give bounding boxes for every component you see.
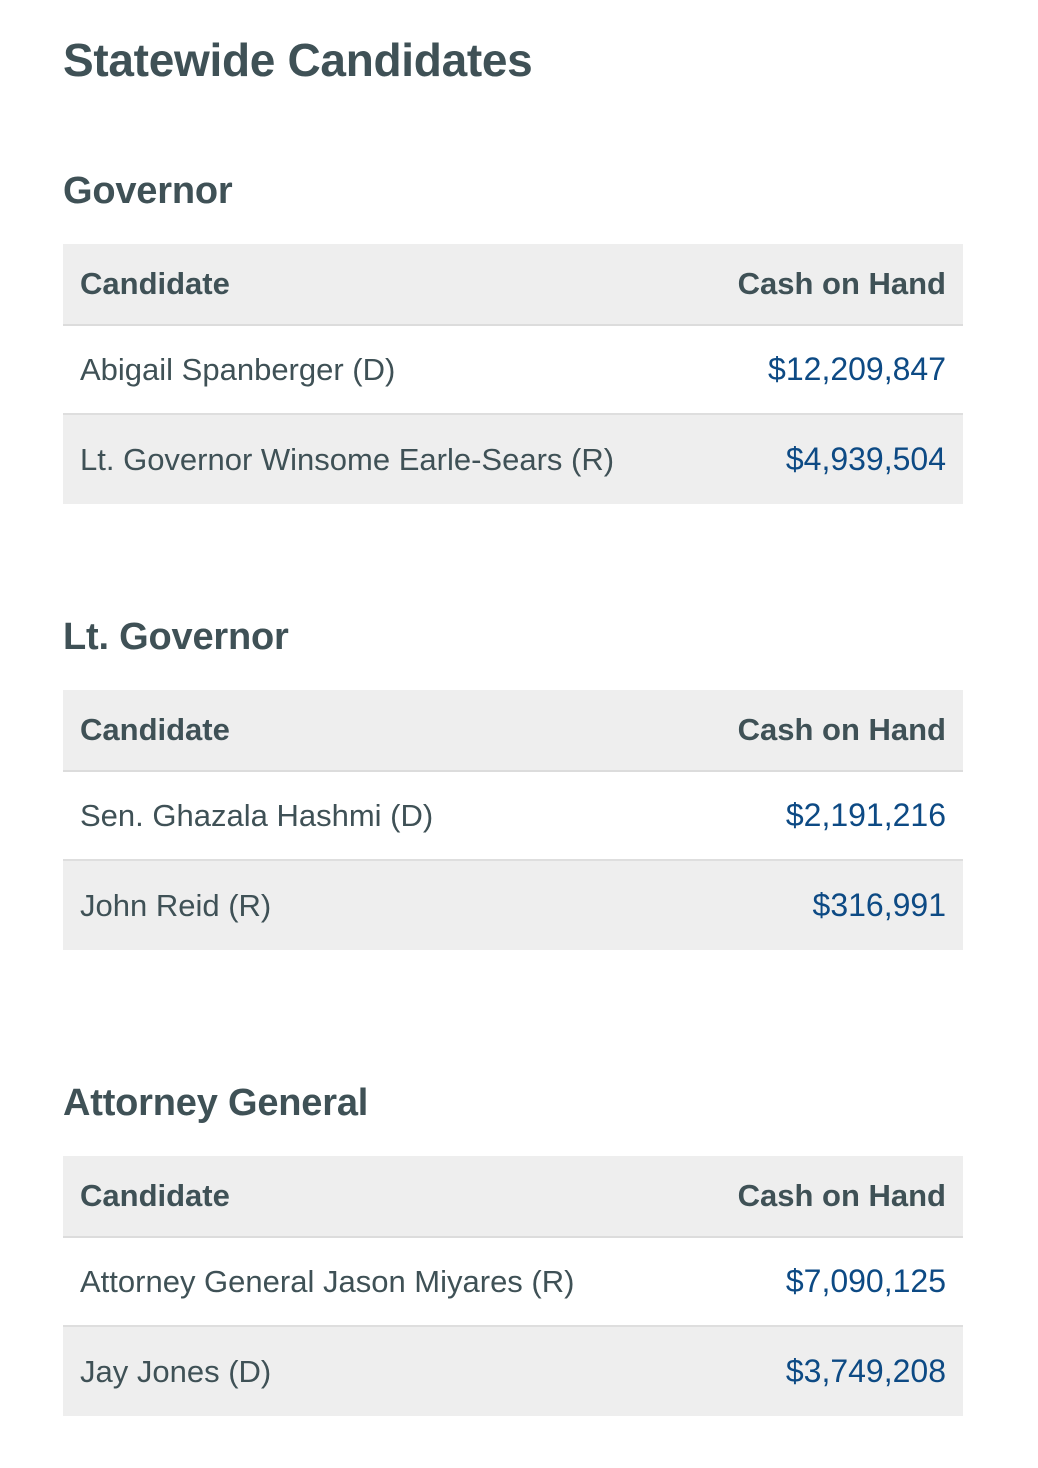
candidate-name: Jay Jones (D)	[80, 1353, 272, 1389]
column-header-cash-on-hand: Cash on Hand	[737, 712, 946, 747]
cash-on-hand-value: $4,939,504	[785, 441, 946, 477]
table-header-row	[63, 1156, 963, 1238]
candidate-name: Sen. Ghazala Hashmi (D)	[80, 797, 434, 833]
section-attorney-general	[63, 1078, 963, 1389]
table-row	[63, 1238, 963, 1327]
section-title: Attorney General	[63, 1082, 369, 1124]
table-row	[63, 861, 963, 950]
column-header-candidate: Candidate	[80, 1178, 230, 1213]
table-row	[63, 326, 963, 415]
candidate-name: Lt. Governor Winsome Earle-Sears (R)	[80, 441, 615, 477]
cash-on-hand-value: $12,209,847	[768, 351, 946, 387]
candidate-name: Attorney General Jason Miyares (R)	[80, 1263, 575, 1299]
section-title: Lt. Governor	[63, 616, 289, 658]
column-header-candidate: Candidate	[80, 712, 230, 747]
column-header-candidate: Candidate	[80, 266, 230, 301]
section-governor	[63, 166, 963, 477]
table-row	[63, 1327, 963, 1416]
cash-on-hand-value: $2,191,216	[785, 797, 946, 833]
column-header-cash-on-hand: Cash on Hand	[737, 1178, 946, 1213]
cash-on-hand-value: $316,991	[812, 887, 946, 923]
cash-on-hand-value: $3,749,208	[785, 1353, 946, 1389]
section-title: Governor	[63, 170, 233, 212]
lt-governor-table	[63, 690, 963, 950]
section-lt-governor	[63, 612, 963, 923]
candidate-name: John Reid (R)	[80, 887, 272, 923]
cash-on-hand-value: $7,090,125	[785, 1263, 946, 1299]
page-title: Statewide Candidates	[63, 34, 533, 86]
attorney-general-table	[63, 1156, 963, 1416]
governor-table	[63, 244, 963, 504]
table-header-row	[63, 690, 963, 772]
table-header-row	[63, 244, 963, 326]
table-row	[63, 772, 963, 861]
table-row	[63, 415, 963, 504]
column-header-cash-on-hand: Cash on Hand	[737, 266, 946, 301]
candidate-name: Abigail Spanberger (D)	[80, 351, 396, 387]
